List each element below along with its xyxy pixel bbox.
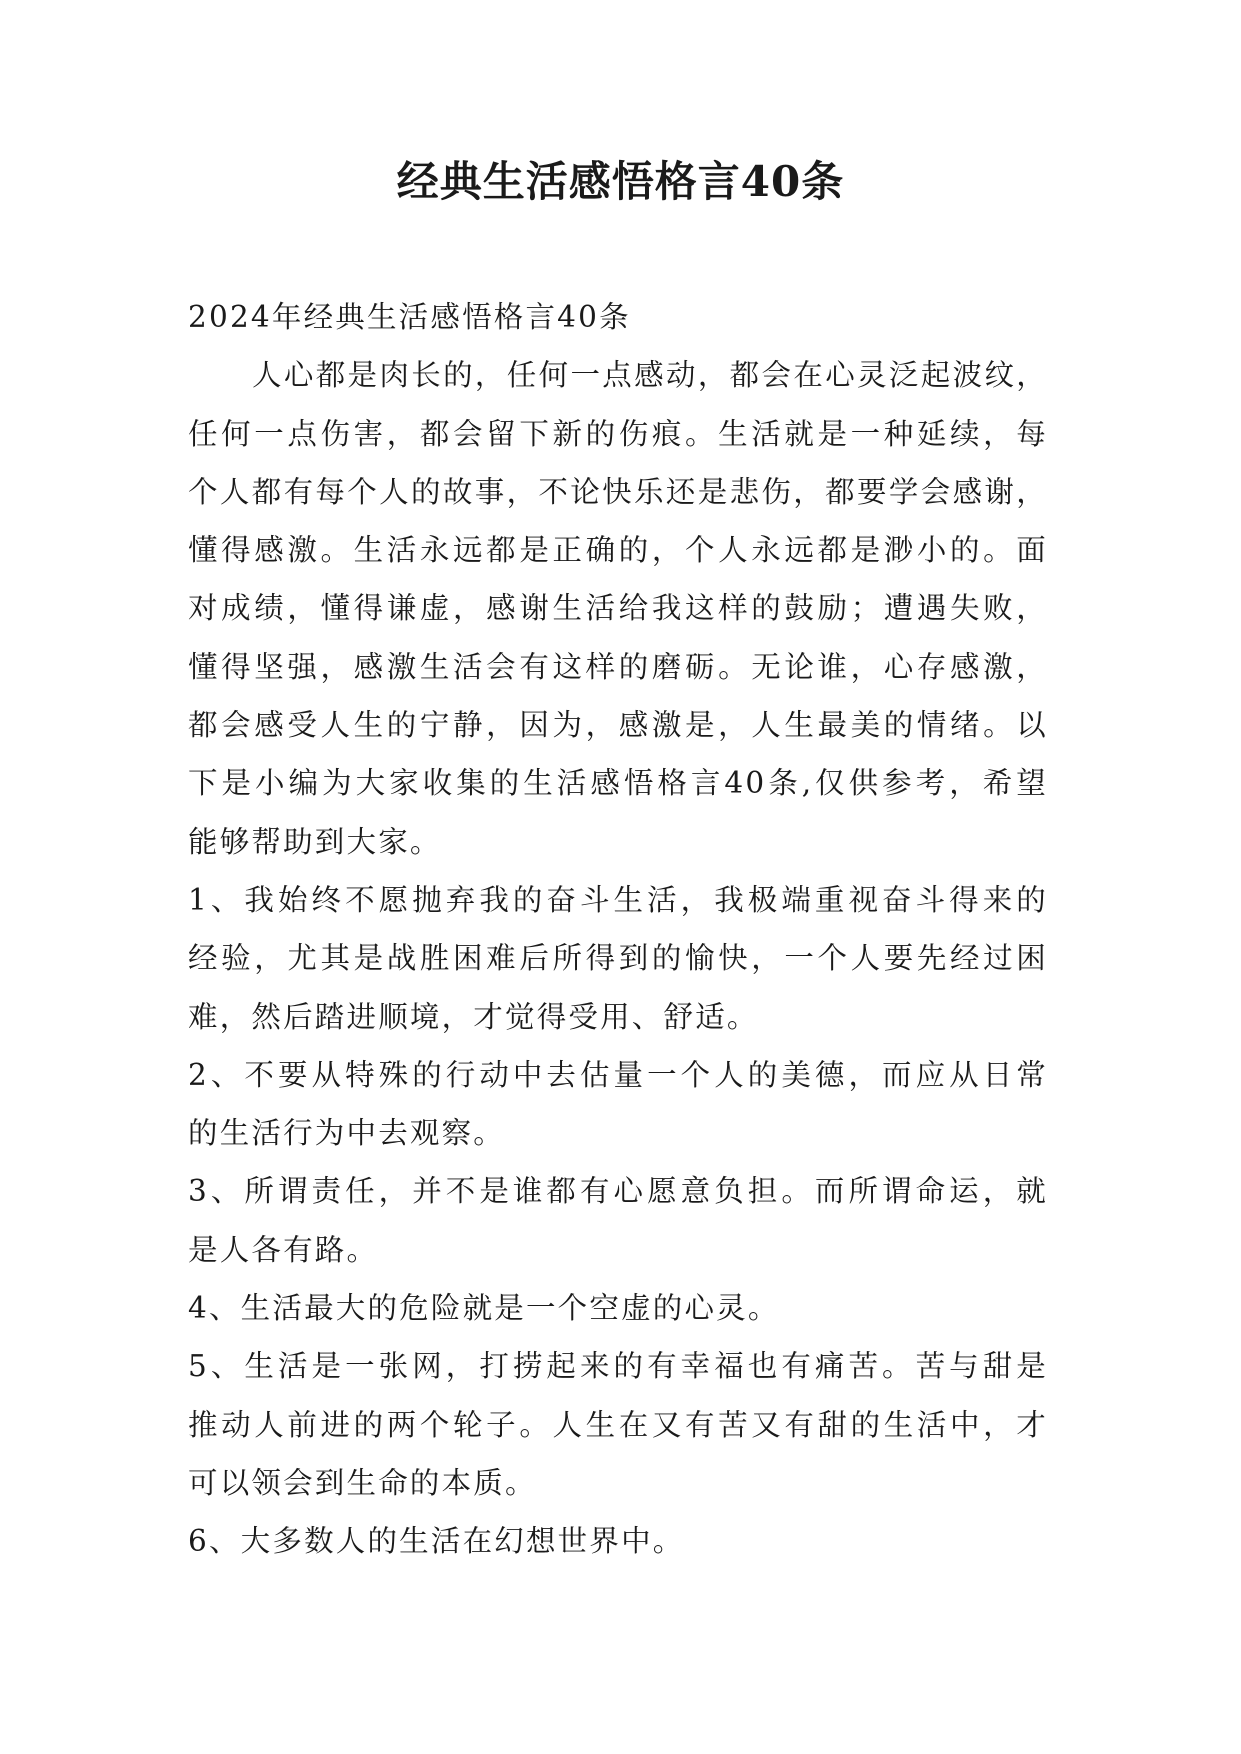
- document-subtitle: 2024年经典生活感悟格言40条: [188, 300, 631, 334]
- paragraph-line: 1、我始终不愿抛弃我的奋斗生活，我极端重视奋斗得来的: [188, 882, 1048, 917]
- paragraph-line: 可以领会到生命的本质。: [188, 1465, 537, 1500]
- paragraph-line: 人心都是肉长的，任何一点感动，都会在心灵泛起波纹，: [252, 358, 1048, 393]
- paragraph-line: 任何一点伤害，都会留下新的伤痕。生活就是一种延续，每: [188, 416, 1048, 451]
- paragraph-line: 推动人前进的两个轮子。人生在又有苦又有甜的生活中，才: [188, 1407, 1048, 1442]
- paragraph-line: 对成绩，懂得谦虚，感谢生活给我这样的鼓励；遭遇失败，: [188, 591, 1048, 626]
- paragraph-line: 懂得感激。生活永远都是正确的，个人永远都是渺小的。面: [188, 533, 1048, 568]
- quote-item-5: [188, 1337, 1048, 1512]
- paragraph-line: 4、生活最大的危险就是一个空虚的心灵。: [188, 1291, 780, 1326]
- intro-paragraph: [188, 346, 1048, 871]
- paragraph-line: 3、所谓责任，并不是谁都有心愿意负担。而所谓命运，就: [188, 1174, 1048, 1209]
- document-title: 经典生活感悟格言40条: [396, 157, 845, 206]
- quote-item-3: [188, 1162, 1048, 1279]
- quote-item-6: [188, 1512, 1048, 1570]
- paragraph-line: 懂得坚强，感激生活会有这样的磨砺。无论谁，心存感激，: [188, 649, 1048, 684]
- paragraph-line: 2、不要从特殊的行动中去估量一个人的美德，而应从日常: [188, 1057, 1048, 1092]
- paragraph-line: 能够帮助到大家。: [188, 824, 442, 859]
- paragraph-line: 个人都有每个人的故事，不论快乐还是悲伤，都要学会感谢，: [188, 474, 1048, 509]
- quote-item-2: [188, 1046, 1048, 1163]
- document-body: [188, 288, 1048, 1571]
- quote-item-4: [188, 1279, 1048, 1337]
- paragraph-line: 的生活行为中去观察。: [188, 1116, 506, 1151]
- paragraph-line: 都会感受人生的宁静，因为，感激是，人生最美的情绪。以: [188, 708, 1048, 743]
- paragraph-line: 5、生活是一张网，打捞起来的有幸福也有痛苦。苦与甜是: [188, 1349, 1048, 1384]
- paragraph-line: 是人各有路。: [188, 1232, 379, 1267]
- paragraph-line: 6、大多数人的生活在幻想世界中。: [188, 1524, 685, 1559]
- quote-item-1: [188, 871, 1048, 1046]
- paragraph-line: 下是小编为大家收集的生活感悟格言40条,仅供参考，希望: [188, 766, 1048, 801]
- paragraph-line: 经验，尤其是战胜困难后所得到的愉快，一个人要先经过困: [188, 941, 1048, 976]
- paragraph-line: 难，然后踏进顺境，才觉得受用、舒适。: [188, 999, 759, 1034]
